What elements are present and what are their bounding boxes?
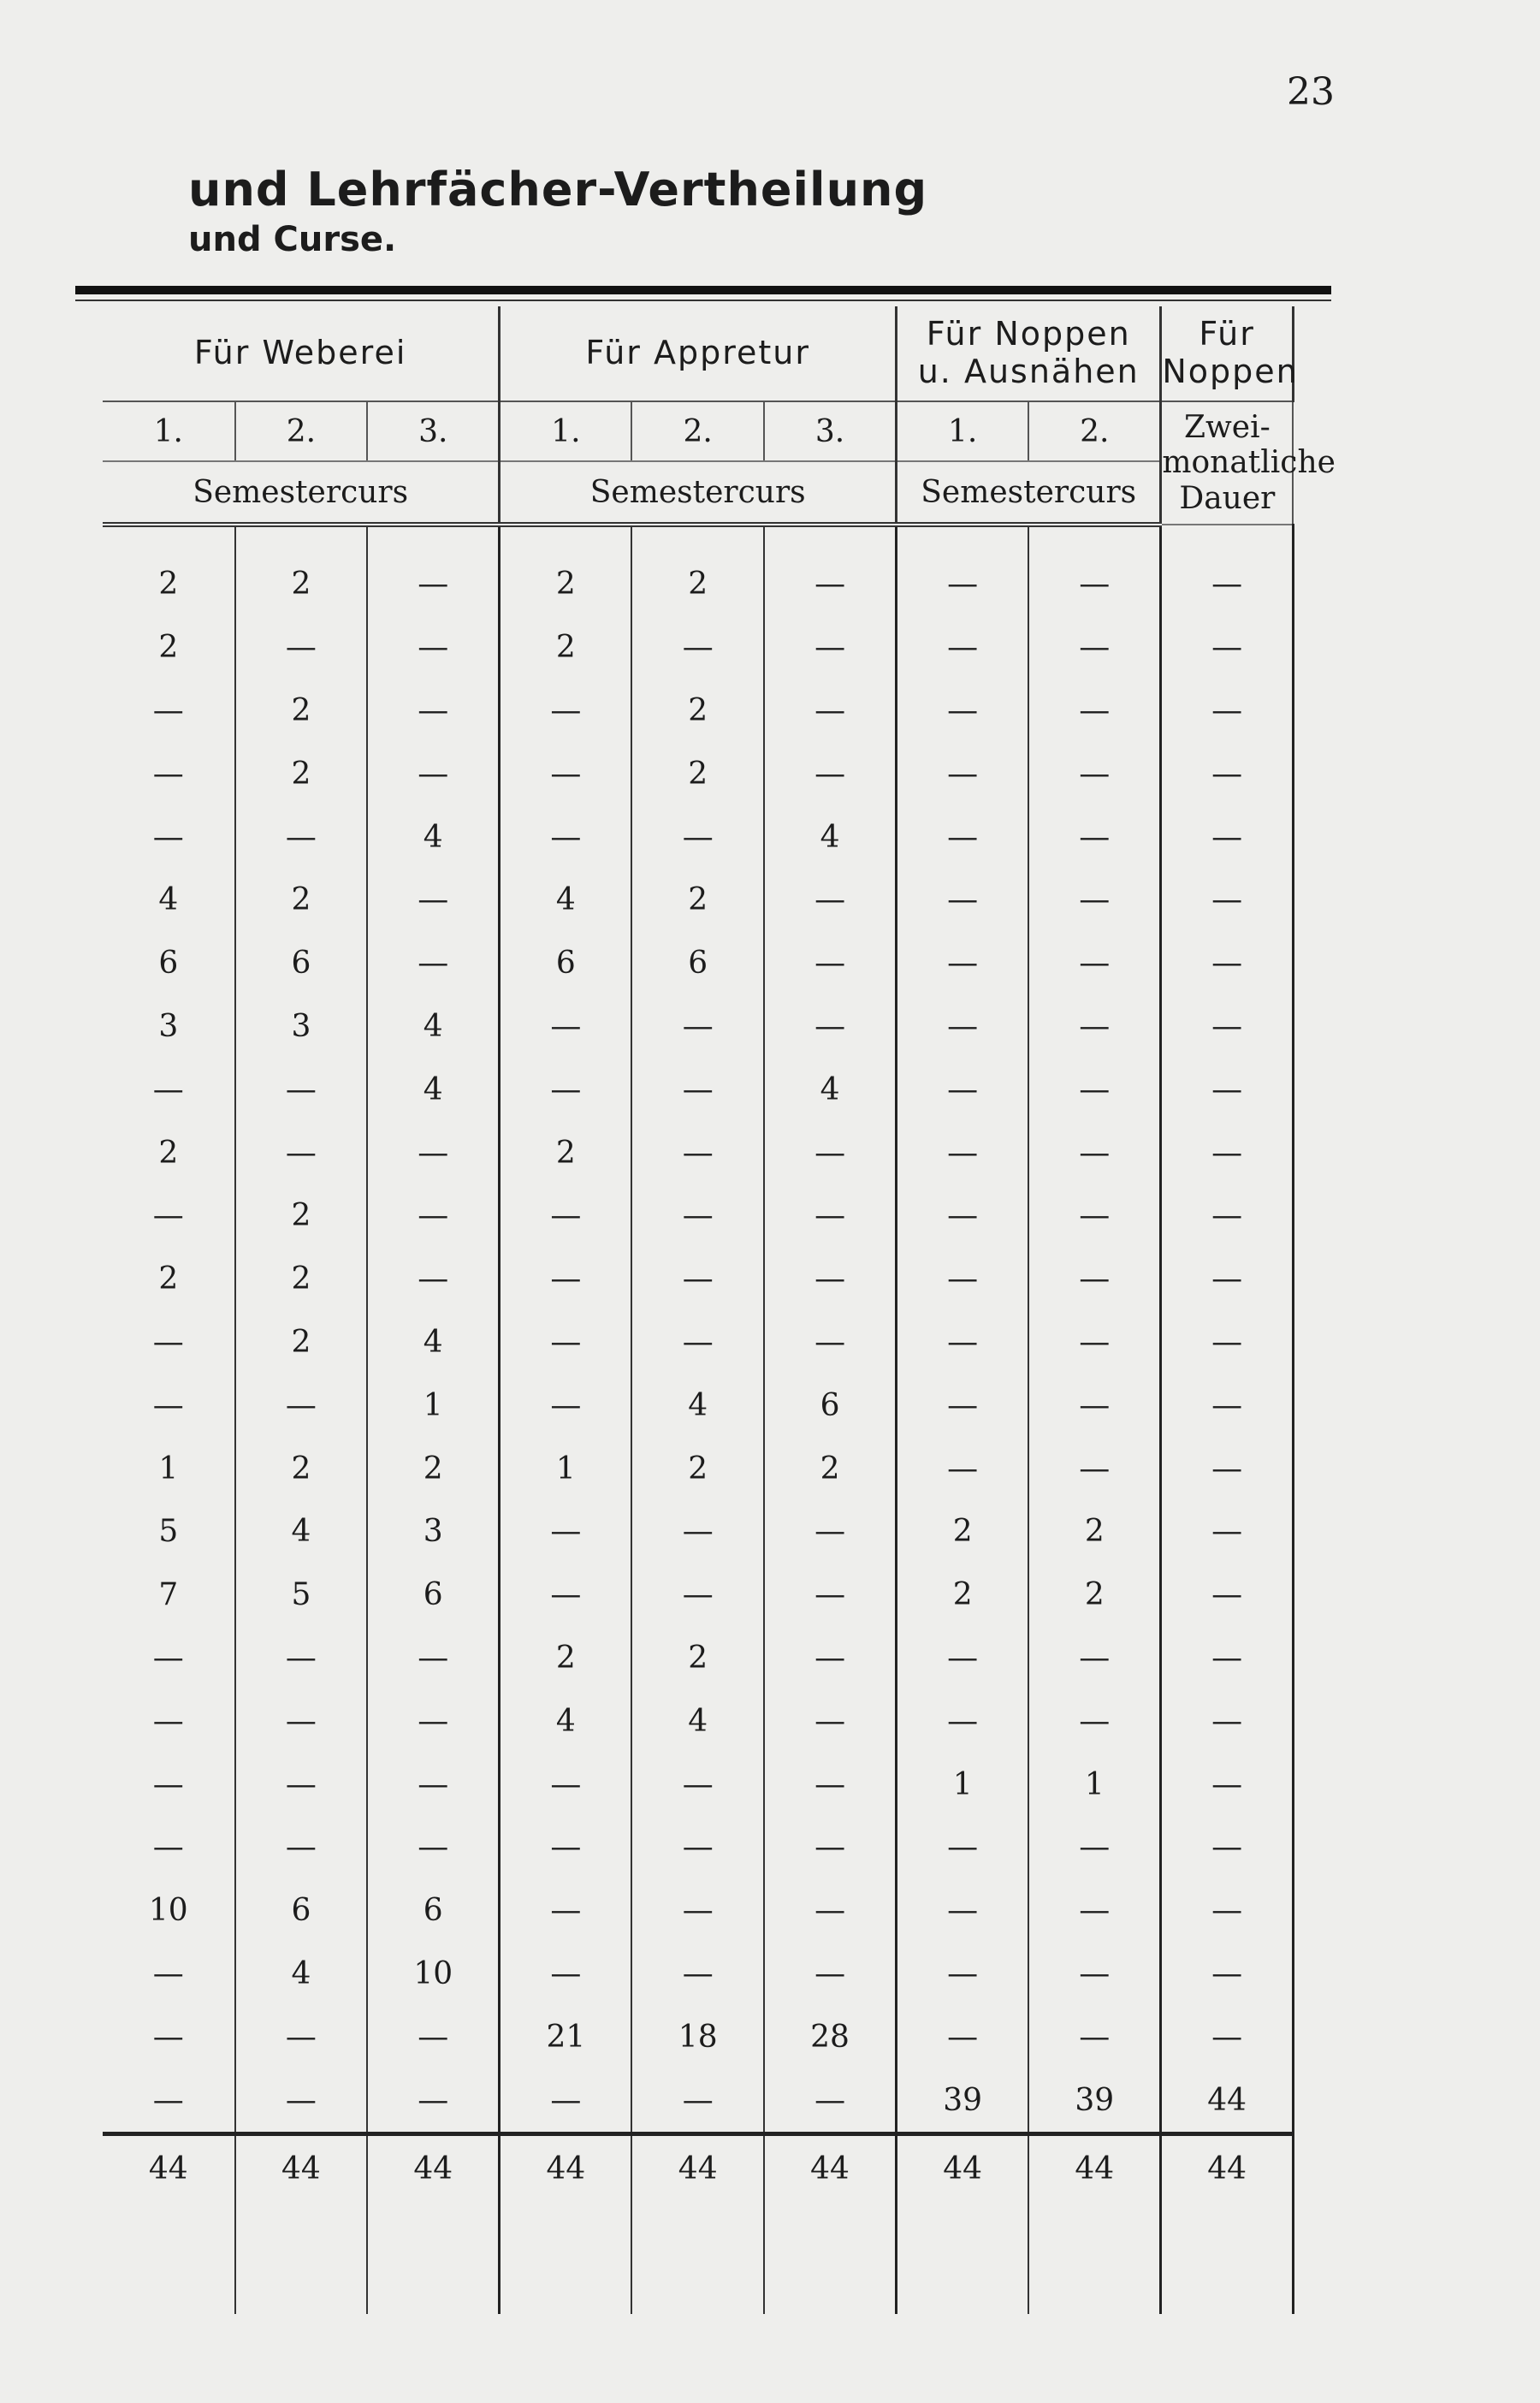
table-row <box>103 742 1293 805</box>
table-row <box>103 1816 1293 1879</box>
table-cell: — <box>1161 1689 1294 1753</box>
table-cell: — <box>235 1121 368 1184</box>
table-cell: — <box>367 1627 500 1690</box>
table-cell: — <box>631 1121 764 1184</box>
table-cell: — <box>897 742 1029 805</box>
table-cell: 2 <box>631 1627 764 1690</box>
table-body <box>103 525 1293 2314</box>
table-cell: 2 <box>235 742 368 805</box>
total-cell: 44 <box>764 2133 897 2203</box>
table-row <box>103 2005 1293 2068</box>
table-cell: — <box>235 1627 368 1690</box>
table-cell: — <box>1028 553 1161 616</box>
page-title: und Lehrfächer-Vertheilung <box>188 163 928 217</box>
table-row <box>103 1689 1293 1753</box>
table-cell: — <box>897 932 1029 995</box>
table-cell: 28 <box>764 2005 897 2068</box>
table-cell: 2 <box>103 616 235 679</box>
table-cell: — <box>897 1374 1029 1437</box>
group-header-noppen <box>1161 306 1299 401</box>
table-cell: — <box>367 742 500 805</box>
table-cell: — <box>1028 805 1161 869</box>
semester-number: 3. <box>764 401 897 461</box>
table-row <box>103 1058 1293 1121</box>
table-cell: — <box>897 616 1029 679</box>
curriculum-table <box>103 306 1336 2314</box>
table-cell: — <box>235 1816 368 1879</box>
table-cell: — <box>103 805 235 869</box>
table-row <box>103 1437 1293 1500</box>
table-cell: — <box>764 553 897 616</box>
table-cell: — <box>631 805 764 869</box>
table-cell: 4 <box>500 1689 632 1753</box>
table-cell: — <box>764 932 897 995</box>
table-row <box>103 1753 1293 1816</box>
table-cell: — <box>500 1879 632 1943</box>
table-cell: 4 <box>631 1689 764 1753</box>
table-cell: — <box>631 1500 764 1563</box>
table-cell: — <box>367 1689 500 1753</box>
table-cell: — <box>367 2068 500 2133</box>
table-cell: — <box>631 1943 764 2006</box>
table-cell: — <box>235 1689 368 1753</box>
table-cell: 2 <box>631 553 764 616</box>
table-cell: 2 <box>235 1437 368 1500</box>
table-cell: — <box>500 1058 632 1121</box>
table-cell: 1 <box>103 1437 235 1500</box>
table-cell: — <box>631 1184 764 1248</box>
semester-number: 2. <box>631 401 764 461</box>
table-cell: — <box>500 1753 632 1816</box>
table-cell: — <box>103 2068 235 2133</box>
page-subtitle: und Curse. <box>188 220 397 259</box>
table-cell: 1 <box>500 1437 632 1500</box>
table-cell: 3 <box>235 995 368 1059</box>
table-row <box>103 2068 1293 2133</box>
table-cell: — <box>1161 1753 1294 1816</box>
table-cell: — <box>1161 1311 1294 1374</box>
table-cell: — <box>500 1563 632 1627</box>
table-cell: — <box>631 1563 764 1627</box>
table-cell: 2 <box>764 1437 897 1500</box>
table-cell: — <box>764 1879 897 1943</box>
table-cell: 2 <box>897 1500 1029 1563</box>
tail-row <box>103 2203 1293 2314</box>
table-cell: — <box>1028 995 1161 1059</box>
table-row <box>103 1121 1293 1184</box>
table-cell: — <box>1161 1121 1294 1184</box>
table-cell: 2 <box>631 679 764 743</box>
table-cell: 4 <box>764 805 897 869</box>
table-cell: — <box>1161 932 1294 995</box>
table-cell: — <box>235 2005 368 2068</box>
table-cell: — <box>764 616 897 679</box>
group-header-appretur: Für Appretur <box>500 306 897 401</box>
title-block <box>188 163 927 259</box>
table-cell: 2 <box>235 1184 368 1248</box>
table-cell: — <box>1028 1943 1161 2006</box>
table-cell: 6 <box>103 932 235 995</box>
table-cell: — <box>235 616 368 679</box>
semester-number: 1. <box>897 401 1029 461</box>
table-row <box>103 1500 1293 1563</box>
table-cell: — <box>103 1689 235 1753</box>
table-cell: — <box>1028 1184 1161 1248</box>
table-row <box>103 1879 1293 1943</box>
table-cell: — <box>500 1248 632 1311</box>
semester-number: 2. <box>1028 401 1161 461</box>
table-cell: 5 <box>103 1500 235 1563</box>
group-header-weberei: Für Weberei <box>103 306 500 401</box>
table-cell: — <box>103 1816 235 1879</box>
table-cell: — <box>764 1689 897 1753</box>
table-cell: — <box>1028 742 1161 805</box>
table-cell: 2 <box>235 553 368 616</box>
table-cell: 2 <box>1028 1563 1161 1627</box>
top-rule <box>75 286 1331 294</box>
table-cell: — <box>1028 869 1161 932</box>
table-cell: — <box>631 2068 764 2133</box>
semester-number: 1. <box>103 401 235 461</box>
table-cell: — <box>1161 1374 1294 1437</box>
table-row <box>103 805 1293 869</box>
table-cell: — <box>631 1879 764 1943</box>
table-cell: — <box>1161 1437 1294 1500</box>
table-cell: 2 <box>500 1627 632 1690</box>
table-cell: — <box>500 1374 632 1437</box>
total-cell: 44 <box>1028 2133 1161 2203</box>
table-cell: — <box>1161 679 1294 743</box>
table-row <box>103 869 1293 932</box>
table-cell: — <box>500 742 632 805</box>
table-cell: 39 <box>897 2068 1029 2133</box>
total-cell: 44 <box>367 2133 500 2203</box>
table-cell: — <box>500 1816 632 1879</box>
table-cell: — <box>1161 1184 1294 1248</box>
table-cell: 2 <box>631 742 764 805</box>
table-cell: 2 <box>897 1563 1029 1627</box>
semester-number: 3. <box>367 401 500 461</box>
semester-label-weberei: Semestercurs <box>103 461 500 525</box>
table-cell: — <box>764 1500 897 1563</box>
table-cell: — <box>1028 1121 1161 1184</box>
table-cell: — <box>1161 1248 1294 1311</box>
table-row <box>103 932 1293 995</box>
table-cell: — <box>1028 1248 1161 1311</box>
table-cell: — <box>897 1058 1029 1121</box>
table-cell: 1 <box>367 1374 500 1437</box>
table-cell: — <box>1161 995 1294 1059</box>
table-cell: — <box>1161 1816 1294 1879</box>
table-cell: — <box>500 995 632 1059</box>
table-cell: — <box>235 1374 368 1437</box>
table-cell: — <box>1028 1816 1161 1879</box>
table-cell: — <box>897 1816 1029 1879</box>
table-cell: — <box>500 679 632 743</box>
table-cell: — <box>367 1753 500 1816</box>
table-cell: — <box>500 805 632 869</box>
table-cell: 21 <box>500 2005 632 2068</box>
table-cell: — <box>631 616 764 679</box>
semester-label-noppen-ausnaehen: Semestercurs <box>897 461 1161 525</box>
table-cell: — <box>764 1627 897 1690</box>
table-cell: 2 <box>1028 1500 1161 1563</box>
table-cell: 2 <box>500 1121 632 1184</box>
table-cell: — <box>897 1184 1029 1248</box>
table-cell: — <box>1028 2005 1161 2068</box>
table-cell: — <box>367 1248 500 1311</box>
table-cell: — <box>631 1311 764 1374</box>
table-cell: — <box>897 1248 1029 1311</box>
table-cell: 4 <box>367 805 500 869</box>
semester-label-appretur: Semestercurs <box>500 461 897 525</box>
table-cell: — <box>764 679 897 743</box>
table-cell: 6 <box>631 932 764 995</box>
table-cell: — <box>500 2068 632 2133</box>
table-cell: — <box>1028 1689 1161 1753</box>
table-cell: — <box>235 2068 368 2133</box>
total-cell: 44 <box>897 2133 1029 2203</box>
table-cell: 2 <box>631 1437 764 1500</box>
table-cell: — <box>367 679 500 743</box>
table-cell: 6 <box>235 1879 368 1943</box>
table-cell: 4 <box>103 869 235 932</box>
table-cell: — <box>764 869 897 932</box>
table-cell: 18 <box>631 2005 764 2068</box>
table-cell: — <box>367 553 500 616</box>
table-cell: — <box>103 1627 235 1690</box>
total-cell: 44 <box>631 2133 764 2203</box>
table-cell: 1 <box>1028 1753 1161 1816</box>
table-cell: — <box>897 1879 1029 1943</box>
table-cell: 6 <box>764 1374 897 1437</box>
table-cell: — <box>631 1753 764 1816</box>
table-row <box>103 995 1293 1059</box>
table-cell: — <box>897 805 1029 869</box>
table-cell: 4 <box>367 1311 500 1374</box>
table-cell: — <box>764 995 897 1059</box>
table-cell: — <box>1028 1311 1161 1374</box>
table-row <box>103 679 1293 743</box>
table-cell: — <box>897 1311 1029 1374</box>
table-cell: 2 <box>235 869 368 932</box>
table-cell: — <box>764 1816 897 1879</box>
table-cell: 4 <box>367 995 500 1059</box>
table-row <box>103 616 1293 679</box>
table-cell: — <box>103 1753 235 1816</box>
table-row <box>103 1563 1293 1627</box>
semester-number: 1. <box>500 401 632 461</box>
table-row <box>103 1311 1293 1374</box>
table-cell: — <box>1028 932 1161 995</box>
table-cell: — <box>897 1437 1029 1500</box>
table-cell: — <box>1161 869 1294 932</box>
table-cell: 4 <box>500 869 632 932</box>
table-cell: 4 <box>764 1058 897 1121</box>
table-cell: 2 <box>500 553 632 616</box>
total-cell: 44 <box>1161 2133 1294 2203</box>
total-cell: 44 <box>235 2133 368 2203</box>
table-cell: — <box>1161 1563 1294 1627</box>
table-cell: 10 <box>103 1879 235 1943</box>
table-cell: 4 <box>367 1058 500 1121</box>
table-cell: — <box>103 2005 235 2068</box>
semester-label-row <box>103 461 1293 525</box>
table-cell: — <box>103 1311 235 1374</box>
table-cell: 2 <box>235 1311 368 1374</box>
table-cell: — <box>367 1816 500 1879</box>
table-cell: 2 <box>103 1248 235 1311</box>
table-cell: — <box>897 1121 1029 1184</box>
table-row <box>103 553 1293 616</box>
table-cell: 3 <box>103 995 235 1059</box>
table-cell: — <box>235 1753 368 1816</box>
group-header-noppen-line2: Noppen <box>1162 353 1299 390</box>
table-cell: — <box>235 1058 368 1121</box>
table-cell: — <box>103 742 235 805</box>
table-cell: — <box>367 1121 500 1184</box>
table-cell: — <box>235 805 368 869</box>
table-row <box>103 1248 1293 1311</box>
table-cell: — <box>103 1058 235 1121</box>
table-cell: — <box>1161 616 1294 679</box>
table-cell: — <box>367 869 500 932</box>
table-cell: — <box>1161 1943 1294 2006</box>
table-cell: — <box>103 1943 235 2006</box>
table-cell: — <box>500 1184 632 1248</box>
table-cell: — <box>764 1121 897 1184</box>
table-cell: 3 <box>367 1500 500 1563</box>
totals-row <box>103 2133 1293 2203</box>
group-header-noppen-line1: Für <box>1199 315 1255 353</box>
table-cell: — <box>1028 1437 1161 1500</box>
table-cell: — <box>1161 1058 1294 1121</box>
table-cell: — <box>1028 1374 1161 1437</box>
total-cell: 44 <box>500 2133 632 2203</box>
table-cell: — <box>1028 1058 1161 1121</box>
table-cell: — <box>897 2005 1029 2068</box>
table-cell: 1 <box>897 1753 1029 1816</box>
table-cell: — <box>897 553 1029 616</box>
table-cell: 2 <box>103 1121 235 1184</box>
table-cell: — <box>1161 742 1294 805</box>
table-cell: — <box>764 742 897 805</box>
duration-line2: monatliche <box>1162 445 1336 481</box>
table-cell: 44 <box>1161 2068 1294 2133</box>
table-cell: — <box>1161 553 1294 616</box>
duration-line1: Zwei- <box>1183 409 1270 445</box>
table-cell: — <box>897 995 1029 1059</box>
table-cell: — <box>897 869 1029 932</box>
table-cell: — <box>500 1500 632 1563</box>
group-header-noppen-ausnaehen-line1: Für Noppen <box>926 315 1131 353</box>
top-rule-thin <box>75 300 1331 301</box>
table-cell: — <box>103 679 235 743</box>
table-cell: 2 <box>235 679 368 743</box>
table-cell: — <box>1028 1627 1161 1690</box>
group-header-noppen-ausnaehen-line2: u. Ausnähen <box>917 353 1140 390</box>
table-cell: — <box>631 1816 764 1879</box>
table-cell: — <box>897 679 1029 743</box>
table-cell: 4 <box>631 1374 764 1437</box>
table-cell: — <box>1028 616 1161 679</box>
table-row <box>103 1374 1293 1437</box>
table-cell: — <box>764 2068 897 2133</box>
table-cell: — <box>367 2005 500 2068</box>
table-cell: — <box>631 1248 764 1311</box>
table-cell: 6 <box>500 932 632 995</box>
table-cell: — <box>1161 1879 1294 1943</box>
table-cell: 6 <box>235 932 368 995</box>
table-cell: — <box>103 1374 235 1437</box>
duration-line3: Dauer <box>1179 480 1276 516</box>
table-cell: — <box>897 1627 1029 1690</box>
table-cell: 6 <box>367 1879 500 1943</box>
semester-number-row <box>103 401 1293 461</box>
group-header-row <box>103 306 1293 401</box>
table-cell: 2 <box>500 616 632 679</box>
table-cell: 10 <box>367 1943 500 2006</box>
table-cell: 39 <box>1028 2068 1161 2133</box>
table-cell: — <box>1161 805 1294 869</box>
table-cell: — <box>897 1689 1029 1753</box>
table-cell: — <box>1161 1500 1294 1563</box>
table-cell: 5 <box>235 1563 368 1627</box>
table-cell: 4 <box>235 1943 368 2006</box>
table-cell: — <box>1161 1627 1294 1690</box>
table-cell: — <box>764 1311 897 1374</box>
table-cell: — <box>500 1311 632 1374</box>
table-cell: — <box>103 1184 235 1248</box>
duration-header <box>1161 401 1336 525</box>
semester-number: 2. <box>235 401 368 461</box>
table-cell: 2 <box>103 553 235 616</box>
group-header-noppen-ausnaehen <box>897 306 1161 401</box>
table-cell: — <box>764 1943 897 2006</box>
table-cell: 6 <box>367 1563 500 1627</box>
table-row <box>103 1627 1293 1690</box>
table-cell: — <box>1028 679 1161 743</box>
table-cell: — <box>764 1184 897 1248</box>
table-cell: — <box>367 1184 500 1248</box>
table-cell: 2 <box>367 1437 500 1500</box>
table-cell: — <box>367 932 500 995</box>
table-cell: — <box>764 1563 897 1627</box>
table-cell: 7 <box>103 1563 235 1627</box>
table-cell: 4 <box>235 1500 368 1563</box>
table-cell: — <box>897 1943 1029 2006</box>
table-cell: — <box>764 1753 897 1816</box>
table-row <box>103 1184 1293 1248</box>
table-cell: — <box>500 1943 632 2006</box>
table-cell: — <box>631 1058 764 1121</box>
table-cell: — <box>631 995 764 1059</box>
spacer-row <box>103 525 1293 553</box>
table-cell: — <box>1161 2005 1294 2068</box>
table-cell: — <box>764 1248 897 1311</box>
total-cell: 44 <box>103 2133 235 2203</box>
table-cell: — <box>367 616 500 679</box>
table-cell: 2 <box>631 869 764 932</box>
table-row <box>103 1943 1293 2006</box>
table-cell: — <box>1028 1879 1161 1943</box>
table-cell: 2 <box>235 1248 368 1311</box>
page-number: 23 <box>1287 70 1335 114</box>
